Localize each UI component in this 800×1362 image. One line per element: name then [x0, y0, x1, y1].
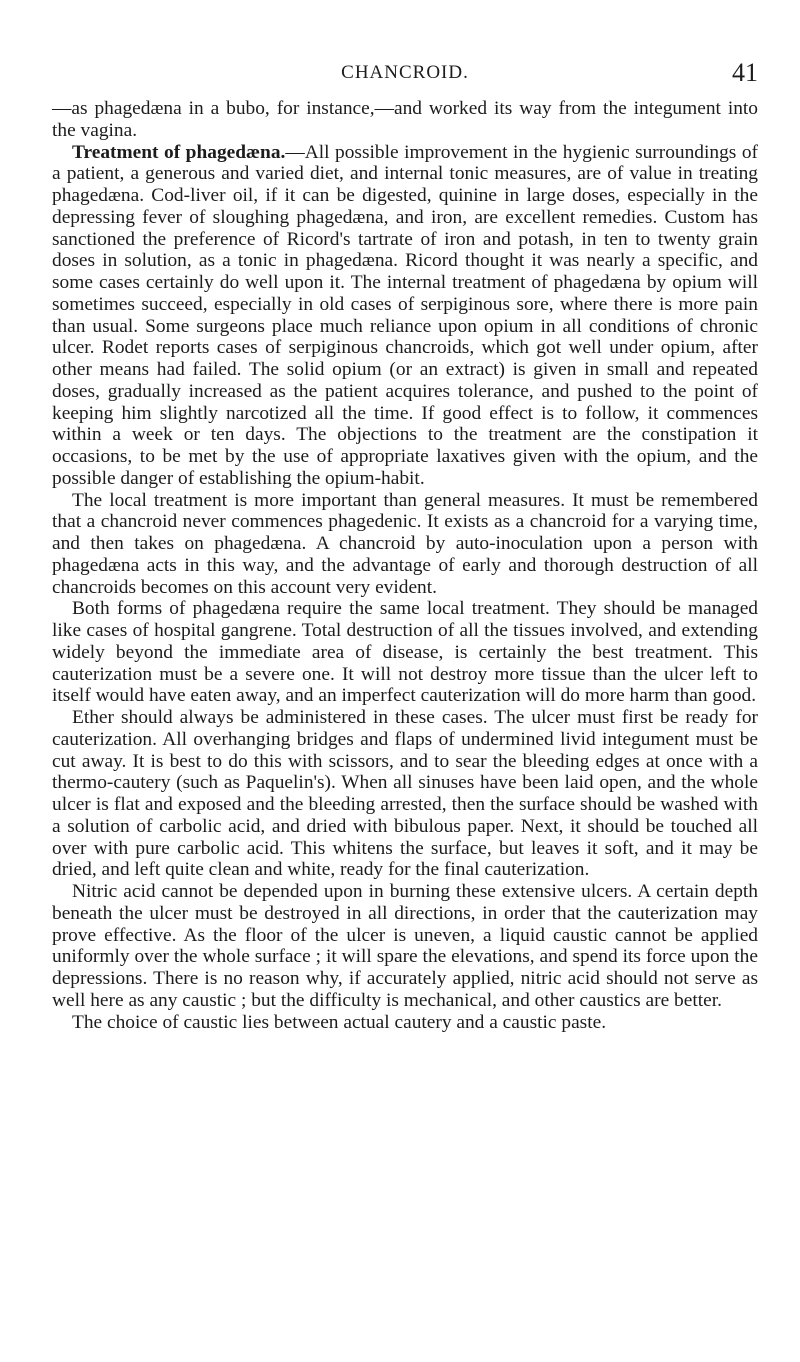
paragraph-continued	[52, 98, 758, 142]
paragraph-text: —as phagedæna in a bubo, for instance,—and worked its way from the integument into the vagina.	[52, 98, 758, 141]
paragraph-text: The local treatment is more important than general measures. It must be remembered that a chancroid never commences phagedenic. It exists as a chancroid for a varying time, and then takes on phagedæna. A chancroid by auto-inoculation upon a person with phagedæna acts in this way, and the advantage of early and thorough destruction of all chancroids becomes on this account very evident.	[52, 489, 758, 598]
paragraph-nitric-acid	[52, 881, 758, 1012]
page-header	[52, 58, 758, 98]
running-title: CHANCROID.	[341, 62, 469, 83]
paragraph-text: Both forms of phagedæna require the same local treatment. They should be managed like cases of hospital gangrene. Total destruction of all the tissues involved, and extending widely beyond the immediate area of disease, is certainly the best treatment. This cauterization must be a severe one. It will not destroy more tissue than the ulcer left to itself would have eaten away, and an imperfect cauterization will do more harm than good.	[52, 598, 758, 707]
body-text	[52, 98, 758, 1033]
paragraph-ether	[52, 707, 758, 881]
paragraph-text: —All possible improvement in the hygienic surroundings of a patient, a generous and varied diet, and internal tonic measures, are of value in treating phagedæna. Cod-liver oil, if it can be digested, quinine in large doses, especially in the depressing fever of sloughing phagedæna, and iron, are excellent remedies. Custom has sanctioned the preference of Ricord's tartrate of iron and potash, in ten to twenty grain doses in solution, as a tonic in phagedæna. Ricord thought it was nearly a specific, and some cases certainly do well upon it. The internal treatment of phagedæna by opium will sometimes succeed, especially in old cases of serpiginous sore, where there is more pain than usual. Some surgeons place much reliance upon opium in all conditions of chronic ulcer. Rodet reports cases of serpiginous chancroids, which got well under opium, after other means had failed. The solid opium (or an extract) is given in small and repeated doses, gradually increased as the patient acquires tolerance, and pushed to the point of keeping him slightly narcotized all the time. If good effect is to follow, it commences within a week or ten days. The objections to the treatment are the constipation it occasions, to be met by the use of appropriate laxatives given with the opium, and the possible danger of establishing the opium-habit.	[52, 141, 758, 489]
paragraph-treatment	[52, 142, 758, 490]
paragraph-text: Ether should always be administered in these cases. The ulcer must first be ready for cauterization. All overhanging bridges and flaps of undermined livid integument must be cut away. It is best to do this with scissors, and to sear the bleeding edges at once with a thermo-cautery (such as Paquelin's). When all sinuses have been laid open, and the whole ulcer is flat and exposed and the bleeding arrested, then the surface should be washed with a solution of carbolic acid, and dried with bibulous paper. Next, it should be touched all over with pure carbolic acid. This whitens the surface, but leaves it soft, and it may be dried, and left quite clean and white, ready for the final cauterization.	[52, 707, 758, 881]
paragraph-choice-of-caustic	[52, 1012, 758, 1034]
section-heading: Treatment of phagedæna.	[72, 141, 286, 163]
paragraph-text: Nitric acid cannot be depended upon in burning these extensive ulcers. A certain depth beneath the ulcer must be destroyed in all directions, in order that the cauterization may prove effective. As the floor of the ulcer is uneven, a liquid caustic cannot be applied uniformly over the whole surface ; it will spare the elevations, and spend its force upon the depressions. There is no reason why, if accurately applied, nitric acid should not serve as well here as any caustic ; but the difficulty is mechanical, and other caustics are better.	[52, 881, 758, 1011]
paragraph-both-forms	[52, 598, 758, 707]
book-page	[52, 58, 758, 1033]
paragraph-text: The choice of caustic lies between actual cautery and a caustic paste.	[72, 1011, 607, 1033]
paragraph-local-treatment	[52, 490, 758, 599]
page-number: 41	[732, 58, 758, 87]
